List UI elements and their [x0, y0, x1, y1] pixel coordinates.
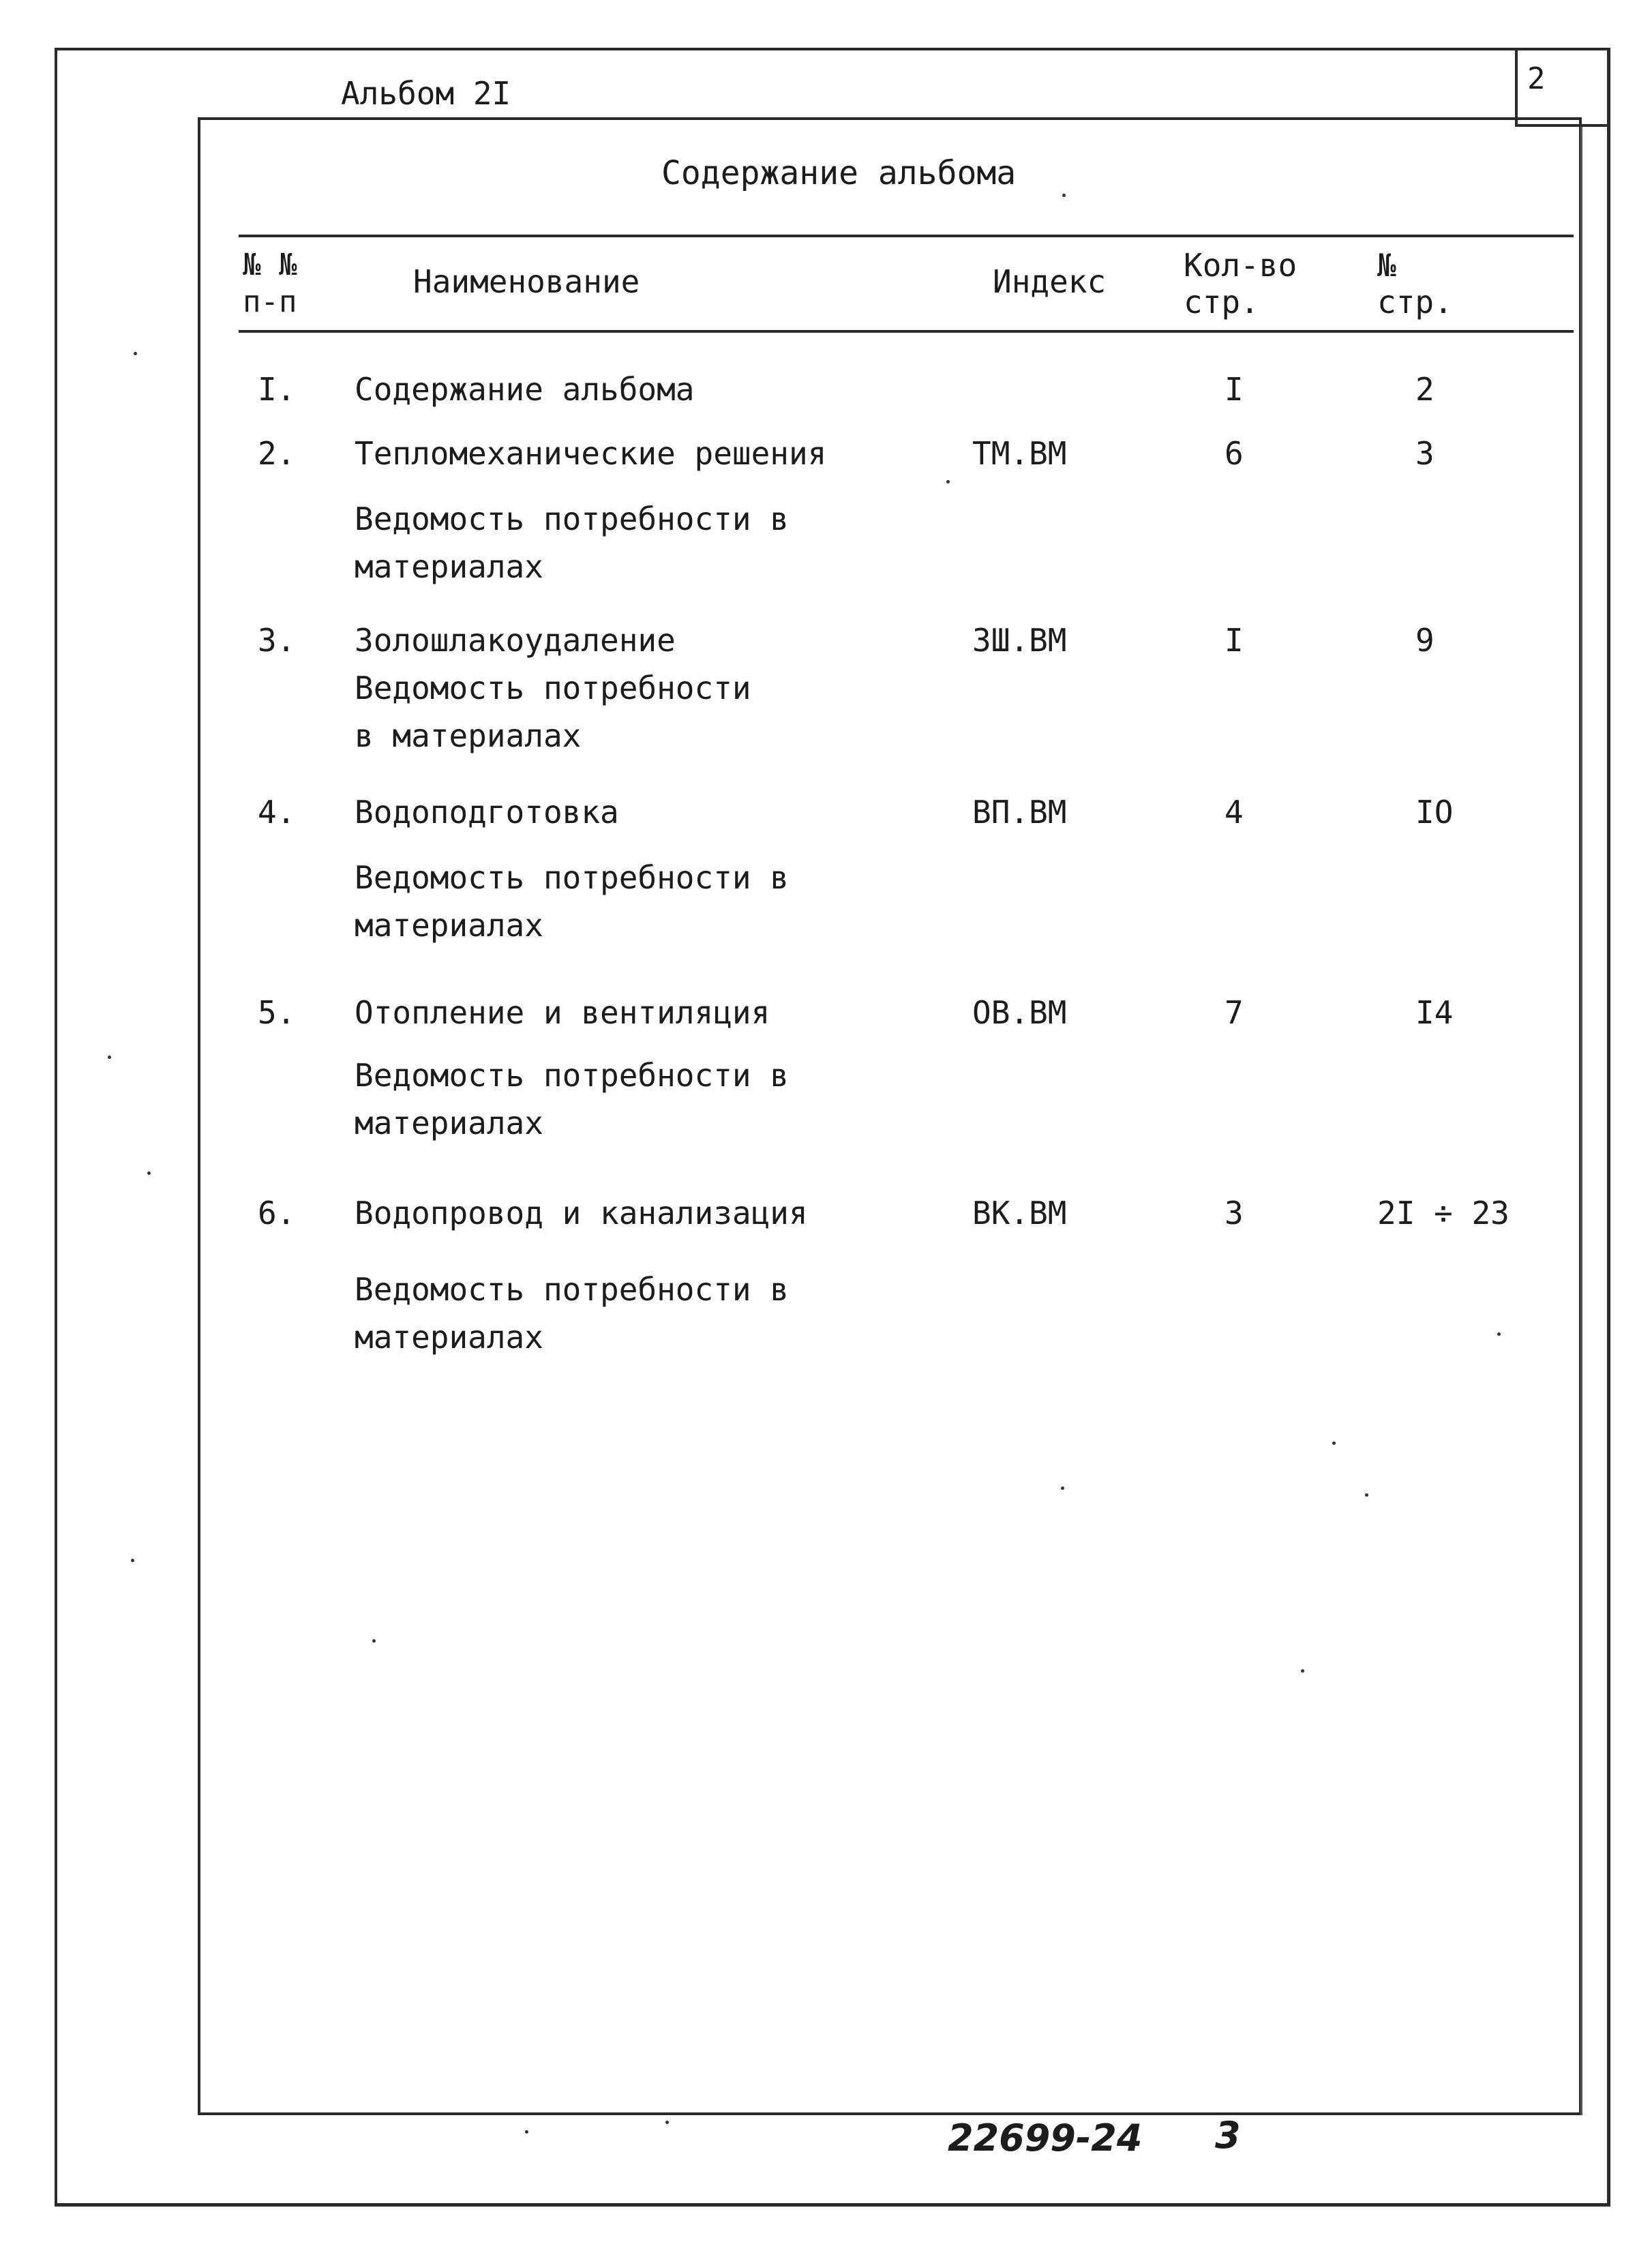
scan-speck: [525, 2130, 528, 2134]
row-5-page: I4: [1415, 994, 1454, 1031]
row-4-index: ВП.ВМ: [972, 794, 1067, 831]
row-5-index: ОВ.ВМ: [972, 994, 1067, 1031]
doc-code: 22699-24: [948, 2117, 1143, 2159]
row-4-count: 4: [1225, 794, 1244, 831]
row-6-page: 2I ÷ 23: [1377, 1195, 1510, 1231]
header-rule-top: [239, 235, 1574, 237]
row-6-num: 6.: [258, 1195, 296, 1231]
album-label: Альбом 2I: [341, 75, 511, 112]
scan-speck: [131, 1559, 134, 1562]
row-4-page: IO: [1415, 794, 1454, 831]
row-3-page: 9: [1415, 622, 1435, 659]
row-2-num: 2.: [258, 435, 296, 472]
col-header-count: Кол-во стр.: [1184, 247, 1297, 320]
scan-speck: [1061, 1486, 1064, 1490]
row-5-num: 5.: [258, 994, 296, 1031]
scan-speck: [1365, 1493, 1368, 1497]
row-4-name: Водоподготовка Ведомость потребности в материалах: [355, 794, 789, 944]
row-3-index: ЗШ.ВМ: [972, 622, 1067, 659]
row-2-page: 3: [1415, 435, 1435, 472]
row-3-count: I: [1225, 622, 1244, 659]
row-1-num: I.: [258, 371, 296, 408]
row-5-count: 7: [1225, 994, 1244, 1031]
page-title: Содержание альбома: [661, 154, 1017, 192]
page-number: 2: [1527, 61, 1546, 96]
header-rule-bottom: [239, 330, 1574, 333]
row-3-name: Золошлакоудаление Ведомость потребности в материалах: [355, 622, 751, 754]
frame-shadow: [1575, 125, 1582, 2115]
scan-speck: [147, 1171, 151, 1175]
scan-speck: [1301, 1669, 1304, 1673]
scan-speck: [134, 352, 137, 355]
row-1-name: Содержание альбома: [355, 371, 695, 408]
row-6-name: Водопровод и канализация Ведомость потребности в материалах: [355, 1195, 808, 1356]
scan-speck: [372, 1639, 376, 1643]
col-header-name: Наименование: [413, 263, 640, 300]
row-2-index: ТМ.ВМ: [972, 435, 1067, 472]
row-3-num: 3.: [258, 622, 296, 659]
col-header-num: № № п-п: [243, 248, 297, 319]
col-header-page: № стр.: [1377, 247, 1453, 320]
scan-speck: [665, 2121, 669, 2124]
row-2-name: Тепломеханические решения Ведомость потребности в материалах: [355, 435, 827, 585]
row-6-count: 3: [1225, 1195, 1244, 1231]
sheet-number: 3: [1215, 2114, 1241, 2157]
scan-speck: [1332, 1441, 1336, 1445]
row-6-index: ВК.ВМ: [972, 1195, 1067, 1231]
scan-speck: [108, 1056, 111, 1059]
row-1-page: 2: [1415, 371, 1435, 408]
col-header-index: Индекс: [993, 263, 1107, 300]
row-5-name: Отопление и вентиляция Ведомость потребности в материалах: [355, 994, 789, 1141]
row-1-count: I: [1225, 371, 1244, 408]
scan-speck: [1497, 1332, 1501, 1336]
scan-speck: [1062, 194, 1066, 197]
row-2-count: 6: [1225, 435, 1244, 472]
row-4-num: 4.: [258, 794, 296, 831]
scan-speck: [946, 480, 950, 483]
